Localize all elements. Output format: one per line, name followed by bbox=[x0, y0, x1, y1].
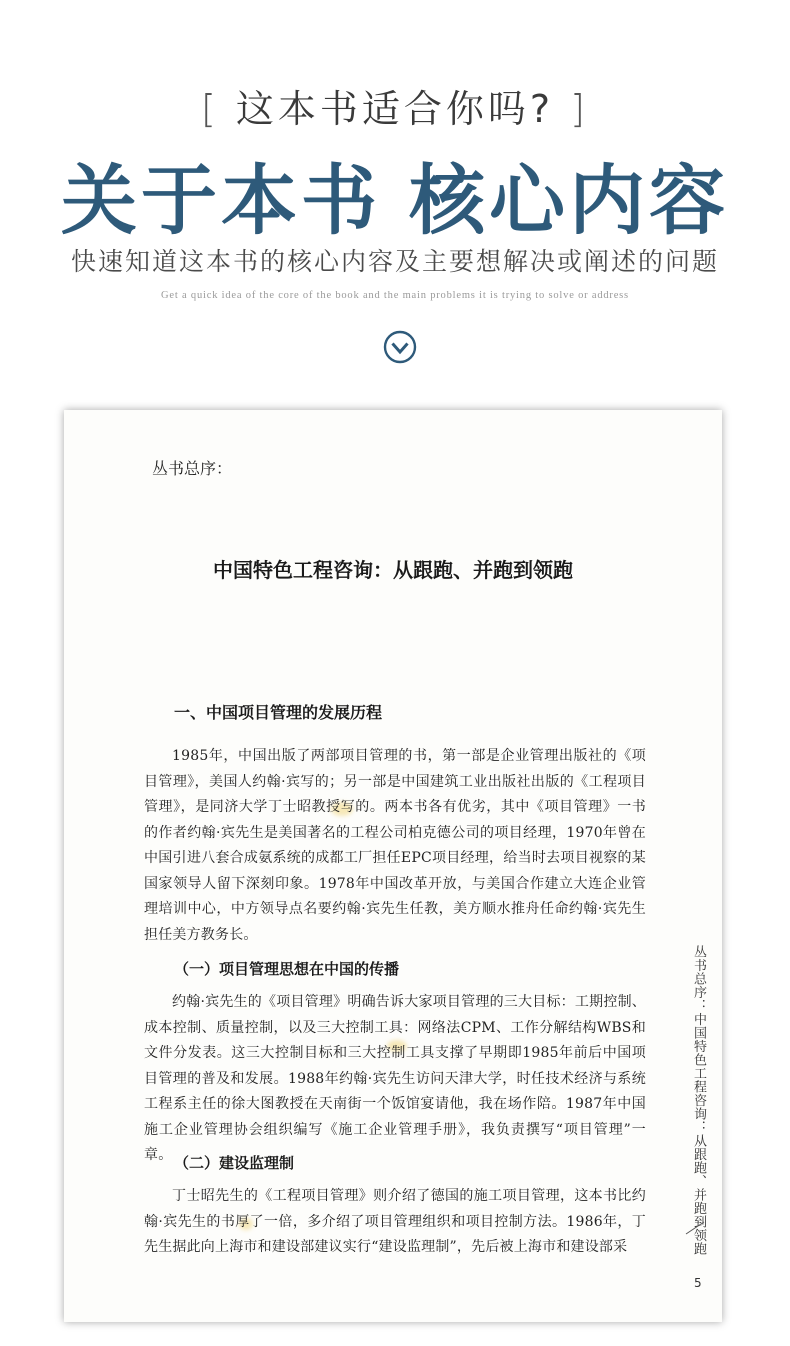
bracket-open: [ bbox=[200, 87, 220, 131]
english-subtitle: Get a quick idea of the core of the book and the main problems it is trying to solve or address bbox=[161, 290, 629, 301]
document-title: 中国特色工程咨询：从跟跑、并跑到领跑 bbox=[213, 558, 573, 582]
header-banner bbox=[0, 0, 790, 400]
question-heading bbox=[0, 78, 790, 133]
paragraph-2: 约翰·宾先生的《项目管理》明确告诉大家项目管理的三大目标：工期控制、成本控制、质量控制，以及三大控制工具：网络法CPM、工作分解结构WBS和文件分发表。这三大控制目标和三大控制工具支撑了早期即1985年前后中国项目管理的普及和发展。1988年约翰·宾先生访问天津大学，时任技术经济与系统工程系主任的徐大图教授在天南街一个饭馆宴请他，我在场作陪。1987年中国施工企业管理协会组织编写《施工企业管理手册》，我负责撰写“项目管理”一章。 bbox=[144, 994, 646, 1163]
book-page-scan bbox=[64, 410, 722, 1322]
question-text: 这本书适合你吗? bbox=[235, 87, 555, 131]
subsection-heading-1: （一）项目管理思想在中国的传播 bbox=[174, 960, 400, 978]
section-heading: 一、中国项目管理的发展历程 bbox=[174, 703, 383, 722]
page-number: 5 bbox=[694, 1276, 702, 1290]
paragraph-1: 1985年，中国出版了两部项目管理的书，第一部是企业管理出版社的《项目管理》，美国人约翰·宾写的；另一部是中国建筑工业出版社出版的《工程项目管理》，是同济大学丁士昭教授写的。两本书各有优劣，其中《项目管理》一书的作者约翰·宾先生是美国著名的工程公司柏克德公司的项目经理，1970年曾在中国引进八套合成氨系统的成都工厂担任EPC项目经理，给当时去项目视察的某国家领导人留下深刻印象。1978年中国改革开放，与美国合作建立大连企业管理培训中心，中方领导点名要约翰·宾先生任教，美方顺水推舟任命约翰·宾先生担任美方教务长。 bbox=[144, 748, 646, 943]
series-label: 丛书总序： bbox=[152, 459, 233, 478]
paragraph-3: 丁士昭先生的《工程项目管理》则介绍了德国的施工项目管理，这本书比约翰·宾先生的书厚了一倍，多介绍了项目管理组织和项目控制方法。1986年，丁先生据此向上海市和建设部建议实行“建设监理制”，先后被上海市和建设部采 bbox=[144, 1188, 646, 1255]
bracket-close: ] bbox=[570, 87, 589, 131]
title-part1: 关于本书 bbox=[61, 156, 381, 245]
chevron-down-circle-icon[interactable] bbox=[383, 330, 417, 364]
subtitle: 快速知道这本书的核心内容及主要想解决或阐述的问题 bbox=[70, 247, 719, 276]
running-header-divider bbox=[684, 1220, 706, 1236]
running-header-vertical: 丛书总序：中国特色工程咨询：从跟跑、并跑到领跑 bbox=[691, 945, 706, 1256]
page-title bbox=[0, 140, 790, 249]
title-part2: 核心内容 bbox=[409, 156, 729, 245]
subsection-heading-2: （二）建设监理制 bbox=[174, 1154, 295, 1172]
